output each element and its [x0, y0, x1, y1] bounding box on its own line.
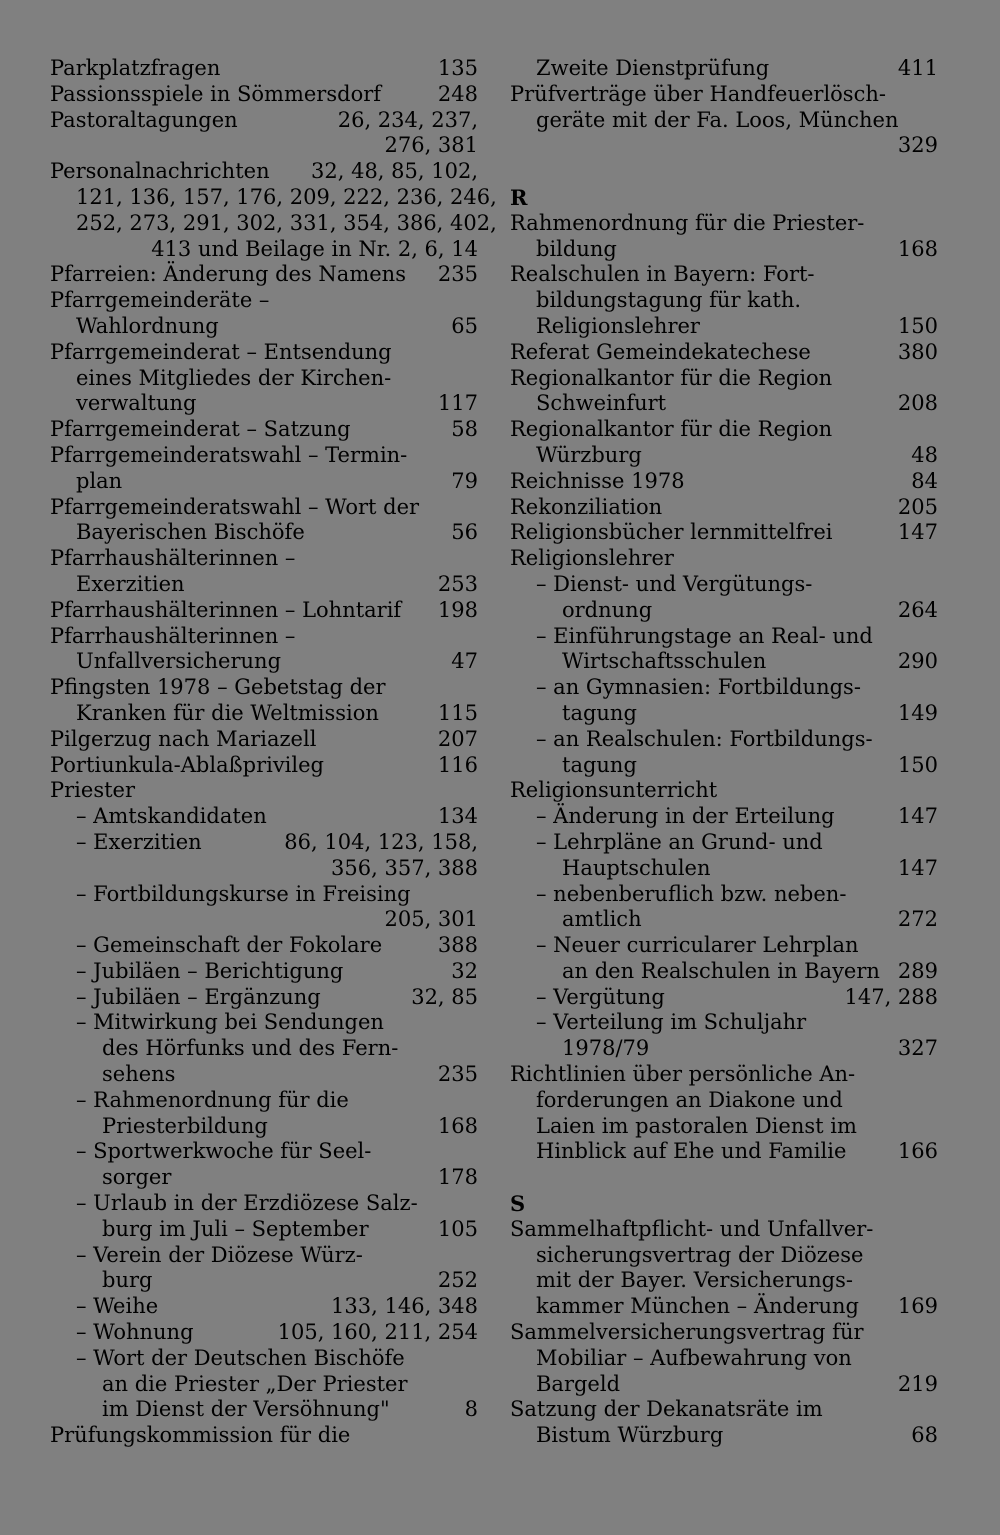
entry-text: Prüfverträge über Handfeuerlösch-	[510, 81, 886, 106]
index-entry-line	[50, 520, 478, 546]
page-number: 205, 301	[384, 907, 478, 932]
section-letter-text: R	[510, 184, 528, 210]
entry-text: Portiunkula-Ablaßprivileg	[50, 752, 324, 777]
entry-text: 121, 136, 157, 176, 209, 222, 236, 246,	[76, 184, 497, 209]
page-number: 8	[464, 1397, 478, 1422]
entry-text: amtlich	[562, 907, 642, 932]
page-number: 149	[897, 700, 938, 725]
page-number: 168	[897, 236, 938, 261]
index-entry-line	[510, 1243, 938, 1269]
index-entry-line	[50, 1372, 478, 1398]
entry-text: – Dienst- und Vergütungs-	[536, 571, 813, 596]
index-entry-line	[50, 108, 478, 134]
index-entry-line	[50, 1294, 478, 1320]
entry-text: – Mitwirkung bei Sendungen	[76, 1010, 384, 1035]
entry-text: eines Mitgliedes der Kirchen-	[76, 365, 392, 390]
entry-text: – Jubiläen – Berichtigung	[76, 958, 344, 983]
entry-text: – nebenberuflich bzw. neben-	[536, 881, 847, 906]
index-entry-line	[50, 56, 478, 82]
page-number: 272	[897, 907, 938, 932]
entry-text: kammer München – Änderung	[536, 1294, 859, 1319]
page-number: 169	[897, 1294, 938, 1319]
entry-text: – Einführungstage an Real- und	[536, 623, 873, 648]
index-entry-line	[510, 133, 938, 159]
index-entry-line	[510, 495, 938, 521]
page-number: 219	[897, 1371, 938, 1396]
entry-text: Passionsspiele in Sömmersdorf	[50, 81, 382, 106]
page-number: 264	[897, 597, 938, 622]
page-number: 411	[897, 56, 938, 80]
index-entry-line	[510, 804, 938, 830]
entry-text: Bayerischen Bischöfe	[76, 520, 305, 545]
index-entry-line	[50, 469, 478, 495]
index-entry-line	[510, 907, 938, 933]
index-entry-line	[510, 443, 938, 469]
index-entry-line	[50, 1397, 478, 1423]
index-entry-line	[50, 495, 478, 521]
entry-text: Kranken für die Weltmission	[76, 700, 379, 725]
entry-text: – Weihe	[76, 1294, 159, 1319]
entry-text: Regionalkantor für die Region	[510, 365, 833, 390]
page-number: 166	[897, 1139, 938, 1164]
index-entry-line	[50, 907, 478, 933]
index-entry-line	[50, 417, 478, 443]
entry-text: des Hörfunks und des Fern-	[102, 1036, 399, 1061]
page-number: 32, 85	[411, 984, 478, 1009]
entry-text: – Neuer curricularer Lehrplan	[536, 933, 859, 958]
page-number: 248	[437, 81, 478, 106]
index-entry-line	[510, 108, 938, 134]
blank-line	[510, 159, 938, 185]
entry-text: – Wohnung	[76, 1320, 194, 1345]
page-number: 329	[897, 133, 938, 158]
entry-text: Religionsunterricht	[510, 778, 718, 803]
entry-text: Rahmenordnung für die Priester-	[510, 210, 865, 235]
entry-text: Reichnisse 1978	[510, 468, 685, 493]
page-number: 86, 104, 123, 158,	[284, 829, 478, 854]
entry-text: Richtlinien über persönliche An-	[510, 1062, 856, 1087]
entry-text: Bargeld	[536, 1371, 621, 1396]
page-number: 115	[437, 700, 478, 725]
entry-text: Laien im pastoralen Dienst im	[536, 1113, 857, 1138]
entry-text: sicherungsvertrag der Diözese	[536, 1242, 864, 1267]
entry-text: Pfarrgemeinderatswahl – Termin-	[50, 442, 408, 467]
index-entry-line	[510, 959, 938, 985]
index-entry-line	[510, 1036, 938, 1062]
entry-text: Religionslehrer	[536, 313, 700, 338]
index-entry-line	[50, 288, 478, 314]
index-entry-line	[510, 520, 938, 546]
entry-text: tagung	[562, 752, 637, 777]
index-entry-line	[50, 1088, 478, 1114]
entry-text: Sammelversicherungsvertrag für	[510, 1320, 864, 1345]
index-entry-line	[510, 727, 938, 753]
page-number: 327	[897, 1036, 938, 1061]
entry-text: – Jubiläen – Ergänzung	[76, 984, 321, 1009]
blank-line	[510, 1165, 938, 1191]
index-entry-line	[510, 469, 938, 495]
page-number: 58	[451, 417, 478, 442]
index-entry-line	[510, 56, 938, 82]
index-entry-line	[510, 1423, 938, 1449]
index-entry-line	[510, 1320, 938, 1346]
index-entry-line	[50, 598, 478, 624]
entry-text: Wahlordnung	[76, 313, 219, 338]
index-entry-line	[50, 804, 478, 830]
page-number: 356, 357, 388	[331, 855, 478, 880]
index-entry-line	[50, 82, 478, 108]
entry-text: – Lehrpläne an Grund- und	[536, 829, 823, 854]
index-entry-line	[50, 753, 478, 779]
page-number: 168	[437, 1113, 478, 1138]
entry-text: Zweite Dienstprüfung	[536, 56, 770, 80]
entry-text: Exerzitien	[76, 571, 185, 596]
page-number: 150	[897, 752, 938, 777]
page-number: 147	[897, 520, 938, 545]
page-number: 252	[437, 1268, 478, 1293]
entry-text: Parkplatzfragen	[50, 56, 221, 80]
index-entry-line	[50, 727, 478, 753]
index-entry-line	[50, 1010, 478, 1036]
entry-text: bildungstagung für kath.	[536, 288, 802, 313]
page-number: 134	[437, 804, 478, 829]
index-entry-line	[510, 624, 938, 650]
page-number: 84	[911, 468, 938, 493]
entry-text: – Fortbildungskurse in Freising	[76, 881, 411, 906]
index-entry-line	[50, 882, 478, 908]
entry-text: Bistum Würzburg	[536, 1423, 724, 1448]
page-number: 32	[451, 958, 478, 983]
page-number: 235	[437, 262, 478, 287]
entry-text: Pfarreien: Änderung des Namens	[50, 262, 406, 287]
entry-text: 252, 273, 291, 302, 331, 354, 386, 402,	[76, 210, 497, 235]
index-entry-line	[50, 1243, 478, 1269]
index-entry-line	[50, 1191, 478, 1217]
index-entry-line	[50, 1423, 478, 1449]
entry-text: – an Gymnasien: Fortbildungs-	[536, 675, 861, 700]
index-entry-line	[510, 778, 938, 804]
entry-text: Priesterbildung	[102, 1113, 268, 1138]
entry-text: mit der Bayer. Versicherungs-	[536, 1268, 853, 1293]
entry-text: forderungen an Diakone und	[536, 1087, 843, 1112]
index-entry-line	[50, 1346, 478, 1372]
index-entry-line	[50, 366, 478, 392]
index-entry-line	[50, 856, 478, 882]
index-entry-line	[50, 778, 478, 804]
entry-text: Rekonziliation	[510, 494, 663, 519]
page-number: 105	[437, 1216, 478, 1241]
index-entry-line	[50, 1320, 478, 1346]
entry-text: burg	[102, 1268, 153, 1293]
entry-text: Realschulen in Bayern: Fort-	[510, 262, 815, 287]
index-entry-line	[50, 443, 478, 469]
entry-text: an den Realschulen in Bayern	[562, 958, 880, 983]
entry-text: – Änderung in der Erteilung	[536, 804, 835, 829]
entry-text: sehens	[102, 1062, 176, 1087]
index-entry-line	[50, 340, 478, 366]
entry-text: – Rahmenordnung für die	[76, 1087, 349, 1112]
page-number: 135	[437, 56, 478, 80]
index-entry-line	[50, 237, 478, 263]
entry-text: plan	[76, 468, 123, 493]
entry-text: im Dienst der Versöhnung"	[102, 1397, 390, 1422]
index-entry-line	[510, 82, 938, 108]
entry-text: Regionalkantor für die Region	[510, 417, 833, 442]
entry-text: – Exerzitien	[76, 829, 202, 854]
page-number: 32, 48, 85, 102,	[311, 159, 478, 184]
page-number: 150	[897, 313, 938, 338]
index-entry-line	[510, 985, 938, 1011]
entry-text: Sammelhaftpflicht- und Unfallver-	[510, 1216, 874, 1241]
index-entry-line	[50, 701, 478, 727]
page-number: 133, 146, 348	[331, 1294, 478, 1319]
entry-text: Pfingsten 1978 – Gebetstag der	[50, 675, 386, 700]
index-entry-line	[510, 340, 938, 366]
index-column-left	[50, 56, 497, 1449]
entry-text: burg im Juli – September	[102, 1216, 369, 1241]
index-entry-line	[510, 882, 938, 908]
index-entry-line	[510, 598, 938, 624]
index-entry-line	[510, 1139, 938, 1165]
index-entry-line	[510, 1346, 938, 1372]
page-number: 47	[451, 649, 478, 674]
index-entry-line	[510, 1062, 938, 1088]
page-number: 276, 381	[384, 133, 478, 158]
entry-text: – Amtskandidaten	[76, 804, 267, 829]
page-number: 235	[437, 1062, 478, 1087]
index-entry-line	[510, 391, 938, 417]
index-entry-line	[510, 1217, 938, 1243]
index-entry-line	[510, 675, 938, 701]
index-entry-line	[50, 624, 478, 650]
entry-text: Religionsbücher lernmittelfrei	[510, 520, 833, 545]
index-entry-line	[510, 237, 938, 263]
entry-text: Pfarrhaushälterinnen –	[50, 546, 296, 571]
entry-text: Pfarrgemeinderäte –	[50, 288, 270, 313]
entry-text: Pfarrhaushälterinnen – Lohntarif	[50, 597, 402, 622]
index-entry-line	[510, 1397, 938, 1423]
index-entry-line	[510, 830, 938, 856]
entry-text: – Wort der Deutschen Bischöfe	[76, 1345, 405, 1370]
index-entry-line	[510, 572, 938, 598]
index-entry-line	[50, 133, 478, 159]
index-entry-line	[50, 1036, 478, 1062]
page-number: 205	[897, 494, 938, 519]
index-entry-line	[50, 1114, 478, 1140]
page-number: 117	[437, 391, 478, 416]
entry-text: – Urlaub in der Erzdiözese Salz-	[76, 1191, 418, 1216]
entry-text: Hauptschulen	[562, 855, 711, 880]
index-entry-line	[50, 1165, 478, 1191]
page-number: 290	[897, 649, 938, 674]
page-number: 105, 160, 211, 254	[277, 1320, 478, 1345]
index-entry-line	[510, 1294, 938, 1320]
index-entry-line	[50, 649, 478, 675]
entry-text: 413 und Beilage in Nr. 2, 6, 14	[151, 236, 478, 261]
index-entry-line	[510, 546, 938, 572]
entry-text: an die Priester „Der Priester	[102, 1371, 408, 1396]
index-entry-line	[510, 288, 938, 314]
index-entry-line	[510, 753, 938, 779]
page-number: 147	[897, 804, 938, 829]
entry-text: Religionslehrer	[510, 546, 674, 571]
index-entry-line	[50, 210, 497, 237]
index-entry-line	[50, 1217, 478, 1243]
entry-text: Referat Gemeindekatechese	[510, 339, 811, 364]
page-number: 207	[437, 726, 478, 751]
entry-text: – an Realschulen: Fortbildungs-	[536, 726, 873, 751]
entry-text: ordnung	[562, 597, 653, 622]
index-entry-line	[510, 1010, 938, 1036]
index-entry-line	[510, 856, 938, 882]
page-number: 208	[897, 391, 938, 416]
entry-text: – Gemeinschaft der Fokolare	[76, 933, 383, 958]
entry-text: Prüfungskommission für die	[50, 1423, 351, 1448]
index-entry-line	[50, 572, 478, 598]
page-number: 68	[911, 1423, 938, 1448]
entry-text: Würzburg	[536, 442, 642, 467]
page-number: 147	[897, 855, 938, 880]
index-column-right	[510, 56, 938, 1449]
entry-text: geräte mit der Fa. Loos, München	[536, 107, 899, 132]
entry-text: Unfallversicherung	[76, 649, 282, 674]
index-entry-line	[510, 417, 938, 443]
index-entry-line	[510, 1268, 938, 1294]
index-entry-line	[50, 1268, 478, 1294]
index-entry-line	[50, 933, 478, 959]
entry-text: Pastoraltagungen	[50, 107, 238, 132]
page-number: 26, 234, 237,	[337, 107, 478, 132]
index-entry-line	[510, 314, 938, 340]
entry-text: Satzung der Dekanatsräte im	[510, 1397, 823, 1422]
page-number: 289	[897, 958, 938, 983]
entry-text: verwaltung	[76, 391, 197, 416]
index-entry-line	[510, 1372, 938, 1398]
entry-text: – Verein der Diözese Würz-	[76, 1242, 363, 1267]
index-entry-line	[50, 184, 497, 211]
page-number: 178	[437, 1165, 478, 1190]
entry-text: Hinblick auf Ehe und Familie	[536, 1139, 847, 1164]
entry-text: tagung	[562, 700, 637, 725]
index-entry-line	[510, 1114, 938, 1140]
page-number: 79	[451, 468, 478, 493]
page-number: 56	[451, 520, 478, 545]
index-entry-line	[50, 546, 478, 572]
index-entry-line	[50, 1139, 478, 1165]
page-number: 198	[437, 597, 478, 622]
index-entry-line	[510, 366, 938, 392]
index-entry-line	[510, 262, 938, 288]
index-entry-line	[50, 675, 478, 701]
index-entry-line	[50, 391, 478, 417]
index-entry-line	[50, 262, 478, 288]
index-entry-line	[50, 314, 478, 340]
index-entry-line	[510, 933, 938, 959]
index-entry-line	[510, 211, 938, 237]
page-number: 388	[437, 933, 478, 958]
page-number: 147, 288	[844, 984, 938, 1009]
index-entry-line	[50, 985, 478, 1011]
page-number: 48	[911, 442, 938, 467]
entry-text: – Vergütung	[536, 984, 665, 1009]
entry-text: Pfarrhaushälterinnen –	[50, 623, 296, 648]
entry-text: sorger	[102, 1165, 172, 1190]
index-entry-line	[510, 701, 938, 727]
index-entry-line	[50, 1062, 478, 1088]
index-entry-line	[50, 959, 478, 985]
page-number: 380	[897, 339, 938, 364]
index-entry-line	[510, 649, 938, 675]
page-number: 65	[451, 313, 478, 338]
entry-text: Schweinfurt	[536, 391, 667, 416]
entry-text: Pilgerzug nach Mariazell	[50, 726, 317, 751]
section-letter	[510, 185, 938, 211]
index-entry-line	[50, 830, 478, 856]
entry-text: Mobiliar – Aufbewahrung von	[536, 1345, 852, 1370]
entry-text: bildung	[536, 236, 617, 261]
page-number: 116	[437, 752, 478, 777]
entry-text: Wirtschaftsschulen	[562, 649, 767, 674]
entry-text: Pfarrgemeinderat – Entsendung	[50, 339, 392, 364]
entry-text: – Sportwerkwoche für Seel-	[76, 1139, 372, 1164]
entry-text: Pfarrgemeinderat – Satzung	[50, 417, 351, 442]
index-entry-line	[510, 1088, 938, 1114]
index-entry-line	[50, 159, 478, 185]
entry-text: Pfarrgemeinderatswahl – Wort der	[50, 494, 420, 519]
entry-text: – Verteilung im Schuljahr	[536, 1010, 807, 1035]
page-number: 253	[437, 571, 478, 596]
entry-text: Priester	[50, 778, 135, 803]
section-letter	[510, 1191, 938, 1217]
entry-text: 1978/79	[562, 1036, 650, 1061]
section-letter-text: S	[510, 1191, 526, 1217]
entry-text: Personalnachrichten	[50, 159, 270, 184]
